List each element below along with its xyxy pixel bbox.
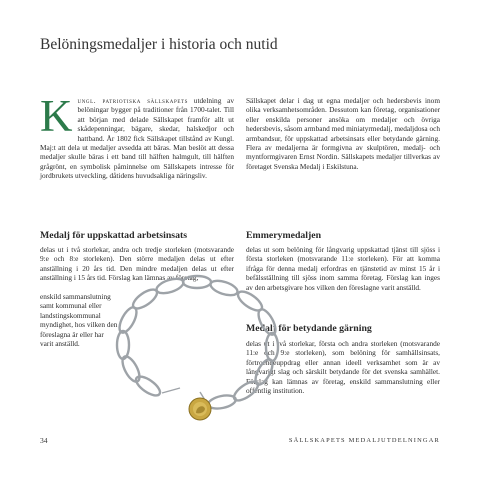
drop-cap: K xyxy=(40,91,73,141)
bracelet-image xyxy=(104,268,290,424)
garning-paragraph: delas ut i två storlekar, första och andra storleken (motsvarande 11:e och 9:e storleken), som belöning för samhällsinsats, förtroendeuppdrag eller annan ideell verksamhet som är av långvarigt slag och särskilt betydande för det svenska samhället. Förslag kan lämnas av företag, enskild sammanslutning eller offentlig institution. xyxy=(246,339,440,396)
heading-betydande-garning: Medalj för betydande gärning xyxy=(246,323,372,334)
arbetsinsats-paragraph: delas ut i två storlekar, andra och tredje storleken (motsvarande 9:e och 8:e storleken). Den större medaljen delas ut efter anställning i 20 års tid. Den mindre medaljen delas ut efter anställning i 15 års tid. Förslag kan lämnas av företag, xyxy=(40,245,234,283)
emmery-paragraph: delas ut som belöning för långvarig uppskattad tjänst till sjöss i första storleken (motsvarande 11:e storleken). För att komma ifråga för denna medalj erfordras en tjänstetid av minst 15 år i befälsställning till sjöss inom samma företag. Förslag kan inges av den arbetsgivare hos vilken den föreslagne varit anställd. xyxy=(246,245,440,292)
intro-left-text: utdelning av belöningar bygger på traditioner från 1700-talet. Till att början med delade Sällskapet framför allt ut skådepenningar, bägare, skedar, halskedjor och hattband. År 1802 fick Sällskapet tillstånd av Kungl. Maj:t att dela ut medaljer avsedda att bäras. Man beslöt att dessa medaljer skulle bäras i ett band till hälften halmgult, till hälften grågrönt, en symbolisk påminnelse om Sällskapets intresse för jordbrukets utveckling, dåtidens huvudsakliga näringsliv. xyxy=(40,96,234,181)
bracelet-chain xyxy=(116,276,279,411)
page-number: 34 xyxy=(40,436,48,445)
medal-charm xyxy=(189,398,211,420)
intro-left-column xyxy=(40,91,234,181)
page-title: Belöningsmedaljer i historia och nutid xyxy=(40,36,278,53)
intro-right-text: Sällskapet delar i dag ut egna medaljer och hedersbevis inom olika verksamhetsområden. Dessutom kan företag, organisationer eller enskilda personer ansöka om medaljer och övriga hedersbevis, såsom armband med miniatyrmedalj, medaljdosa och armbandsur, för uppskattad arbetsinsats eller betydande gärning. Flera av medaljerna är formgivna av skulptören, medalj- och myntformgivaren Ernst Nordin. Sällskapets medaljer tillverkas av företaget Svenska Medalj i Eskilstuna. xyxy=(246,96,440,171)
lead-in-smallcaps: ungl. patriotiska sällskapets xyxy=(77,96,189,105)
intro-paragraph xyxy=(40,91,234,181)
heading-emmerymedaljen: Emmerymedaljen xyxy=(246,230,322,241)
intro-right-column xyxy=(246,96,440,171)
running-footer: SÄLLSKAPETS MEDALJUTDELNINGAR xyxy=(288,437,440,444)
heading-arbetsinsats: Medalj för uppskattad arbetsinsats xyxy=(40,230,188,241)
arbetsinsats-paragraph-cont: enskild sammanslutning samt kommunal eller landstingskommunal myndighet, hos vilken den föreslagna är eller har varit anställd. xyxy=(40,292,118,349)
